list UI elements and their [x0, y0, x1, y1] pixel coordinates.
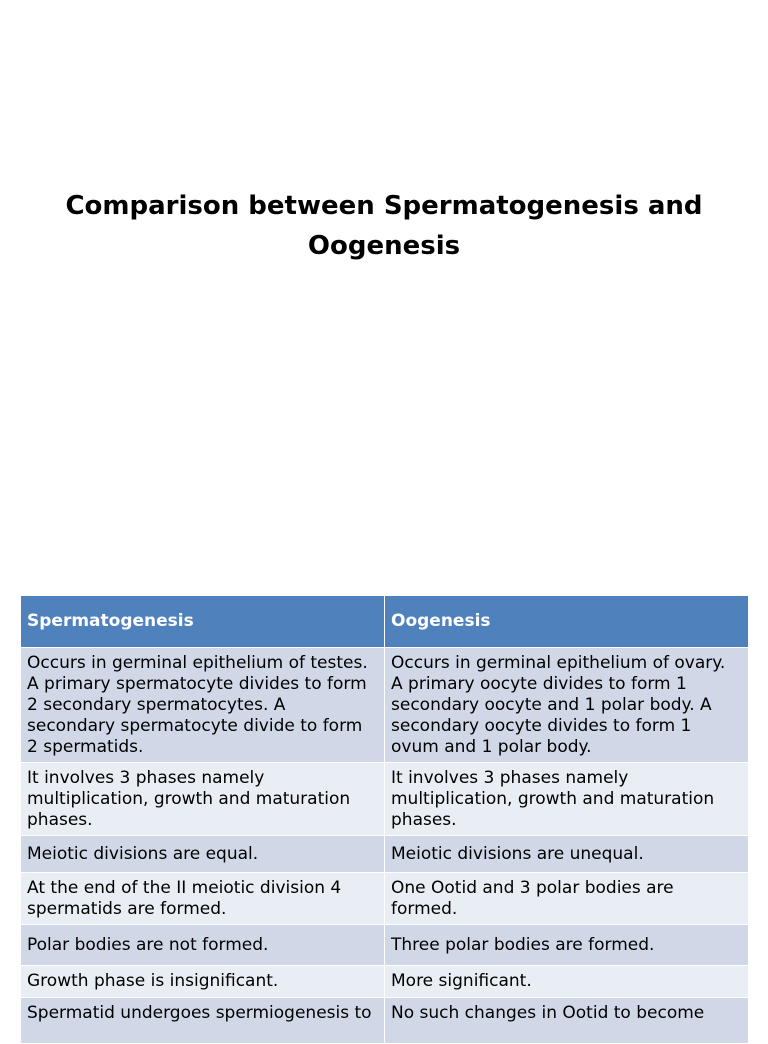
cell-oogenesis: No such changes in Ootid to become [385, 998, 749, 1044]
comparison-table [20, 595, 749, 1044]
cell-spermatogenesis: Growth phase is insignificant. [21, 966, 385, 998]
cell-spermatogenesis: At the end of the II meiotic division 4 spermatids are formed. [21, 873, 385, 925]
cell-oogenesis: It involves 3 phases namely multiplication, growth and maturation phases. [385, 763, 749, 836]
cell-oogenesis: More significant. [385, 966, 749, 998]
table-row [21, 648, 749, 763]
cell-spermatogenesis: Meiotic divisions are equal. [21, 836, 385, 873]
table-row [21, 925, 749, 966]
cell-oogenesis: One Ootid and 3 polar bodies are formed. [385, 873, 749, 925]
table-row [21, 873, 749, 925]
cell-spermatogenesis: Polar bodies are not formed. [21, 925, 385, 966]
cell-spermatogenesis: Spermatid undergoes spermiogenesis to [21, 998, 385, 1044]
cell-oogenesis: Meiotic divisions are unequal. [385, 836, 749, 873]
slide-title [40, 186, 728, 266]
cell-oogenesis: Occurs in germinal epithelium of ovary. A primary oocyte divides to form 1 secondary oocyte and 1 polar body. A secondary oocyte divides to form 1 ovum and 1 polar body. [385, 648, 749, 763]
header-oogenesis: Oogenesis [385, 596, 749, 648]
table-row [21, 836, 749, 873]
table-row [21, 998, 749, 1044]
slide-title-line-1: Comparison between Spermatogenesis and [65, 191, 703, 221]
table-row [21, 763, 749, 836]
cell-oogenesis: Three polar bodies are formed. [385, 925, 749, 966]
table-header-row [21, 596, 749, 648]
header-spermatogenesis: Spermatogenesis [21, 596, 385, 648]
table-row [21, 966, 749, 998]
slide-title-line-2: Oogenesis [307, 231, 461, 261]
cell-spermatogenesis: It involves 3 phases namely multiplication, growth and maturation phases. [21, 763, 385, 836]
cell-spermatogenesis: Occurs in germinal epithelium of testes. A primary spermatocyte divides to form 2 secondary spermatocytes. A secondary spermatocyte divide to form 2 spermatids. [21, 648, 385, 763]
